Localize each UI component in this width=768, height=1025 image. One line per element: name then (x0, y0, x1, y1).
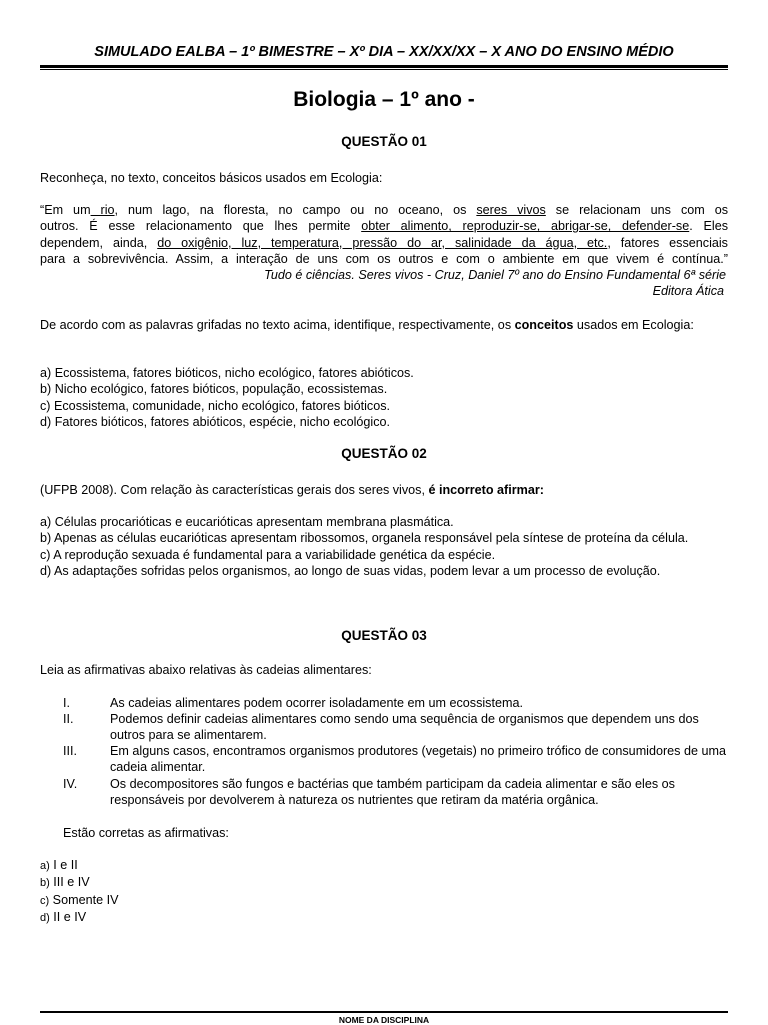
question-01-quote (40, 202, 728, 267)
question-03-heading: QUESTÃO 03 (341, 628, 427, 643)
statement-number: I. (63, 696, 70, 710)
quote-publisher: Editora Ática (652, 284, 724, 298)
question-02-intro: (UFPB 2008). Com relação às características gerais dos seres vivos, é incorreto afirmar: (40, 483, 544, 497)
question-03-intro: Leia as afirmativas abaixo relativas às cadeias alimentares: (40, 663, 372, 677)
statement-text: Os decompositores são fungos e bactérias que também participam da cadeia alimentar e são eles os responsáveis por devolverem à natureza os nutrientes que retiram da matéria orgânica. (110, 777, 675, 808)
option-c[interactable]: c) Somente IV (40, 892, 119, 907)
footer-rule (40, 1011, 728, 1013)
footer-discipline: NOME DA DISCIPLINA (338, 1015, 430, 1025)
quote-line: dependem, ainda, do oxigênio, luz, temperatura, pressão do ar, salinidade da água, etc., fatores essenciais (40, 235, 728, 250)
option-a[interactable]: a) I e II (40, 858, 78, 872)
option-d[interactable]: d) II e IV (40, 909, 87, 924)
header-rule (40, 65, 728, 70)
option-b[interactable]: b) Apenas as células eucarióticas apresentam ribossomos, organela responsável pela síntese de proteína da célula. (40, 531, 689, 546)
question-01-heading: QUESTÃO 01 (341, 134, 427, 149)
statement-number: II. (63, 712, 74, 726)
quote-line: “Em um rio, num lago, na floresta, no campo ou no oceano, os seres vivos se relacionam uns com os (40, 203, 729, 217)
question-02-options (40, 514, 728, 579)
statement-text: Em alguns casos, encontramos organismos produtores (vegetais) no primeiro trófico de consumidores de uma cadeia alimentar. (110, 744, 726, 775)
question-02-heading: QUESTÃO 02 (341, 446, 427, 461)
option-c[interactable]: c) A reprodução sexuada é fundamental para a variabilidade genética da espécie. (40, 547, 496, 562)
page-title: Biologia – 1º ano - (293, 88, 475, 111)
question-01-prompt: De acordo com as palavras grifadas no texto acima, identifique, respectivamente, os conceitos usados em Ecologia: (40, 318, 694, 332)
quote-line: para a sobrevivência. Assim, a interação de uns com os outros e com o ambiente em que vivem é contínua.” (40, 251, 728, 266)
exam-header: SIMULADO EALBA – 1º BIMESTRE – Xº DIA – XX/XX/XX – X ANO DO ENSINO MÉDIO (94, 44, 674, 60)
option-b[interactable]: b) III e IV (40, 875, 90, 890)
statement-text: Podemos definir cadeias alimentares como sendo uma sequência de organismos que dependem uns dos outros para se alimentarem. (110, 712, 699, 743)
option-a[interactable]: a) Células procarióticas e eucarióticas apresentam membrana plasmática. (40, 515, 454, 529)
option-d[interactable]: d) As adaptações sofridas pelos organismos, ao longo de suas vidas, podem levar a um processo de evolução. (40, 563, 661, 578)
option-c[interactable]: c) Ecossistema, comunidade, nicho ecológico, fatores bióticos. (40, 398, 390, 413)
option-b[interactable]: b) Nicho ecológico, fatores bióticos, população, ecossistemas. (40, 382, 388, 397)
question-01-intro: Reconheça, no texto, conceitos básicos usados em Ecologia: (40, 171, 383, 185)
question-03-prompt: Estão corretas as afirmativas: (63, 826, 229, 840)
statement-number: IV. (63, 777, 78, 791)
statement-number: III. (63, 744, 77, 758)
question-01-options (40, 365, 728, 430)
statement-text: As cadeias alimentares podem ocorrer isoladamente em um ecossistema. (110, 696, 523, 710)
quote-line: outros. É esse relacionamento que lhes permite obter alimento, reproduzir-se, abrigar-se, defender-se. Eles (40, 219, 728, 234)
option-d[interactable]: d) Fatores bióticos, fatores abióticos, espécie, nicho ecológico. (40, 414, 391, 429)
option-a[interactable]: a) Ecossistema, fatores bióticos, nicho ecológico, fatores abióticos. (40, 366, 414, 380)
question-03-options (40, 857, 728, 926)
quote-source: Tudo é ciências. Seres vivos - Cruz, Daniel 7º ano do Ensino Fundamental 6ª série (264, 268, 726, 282)
